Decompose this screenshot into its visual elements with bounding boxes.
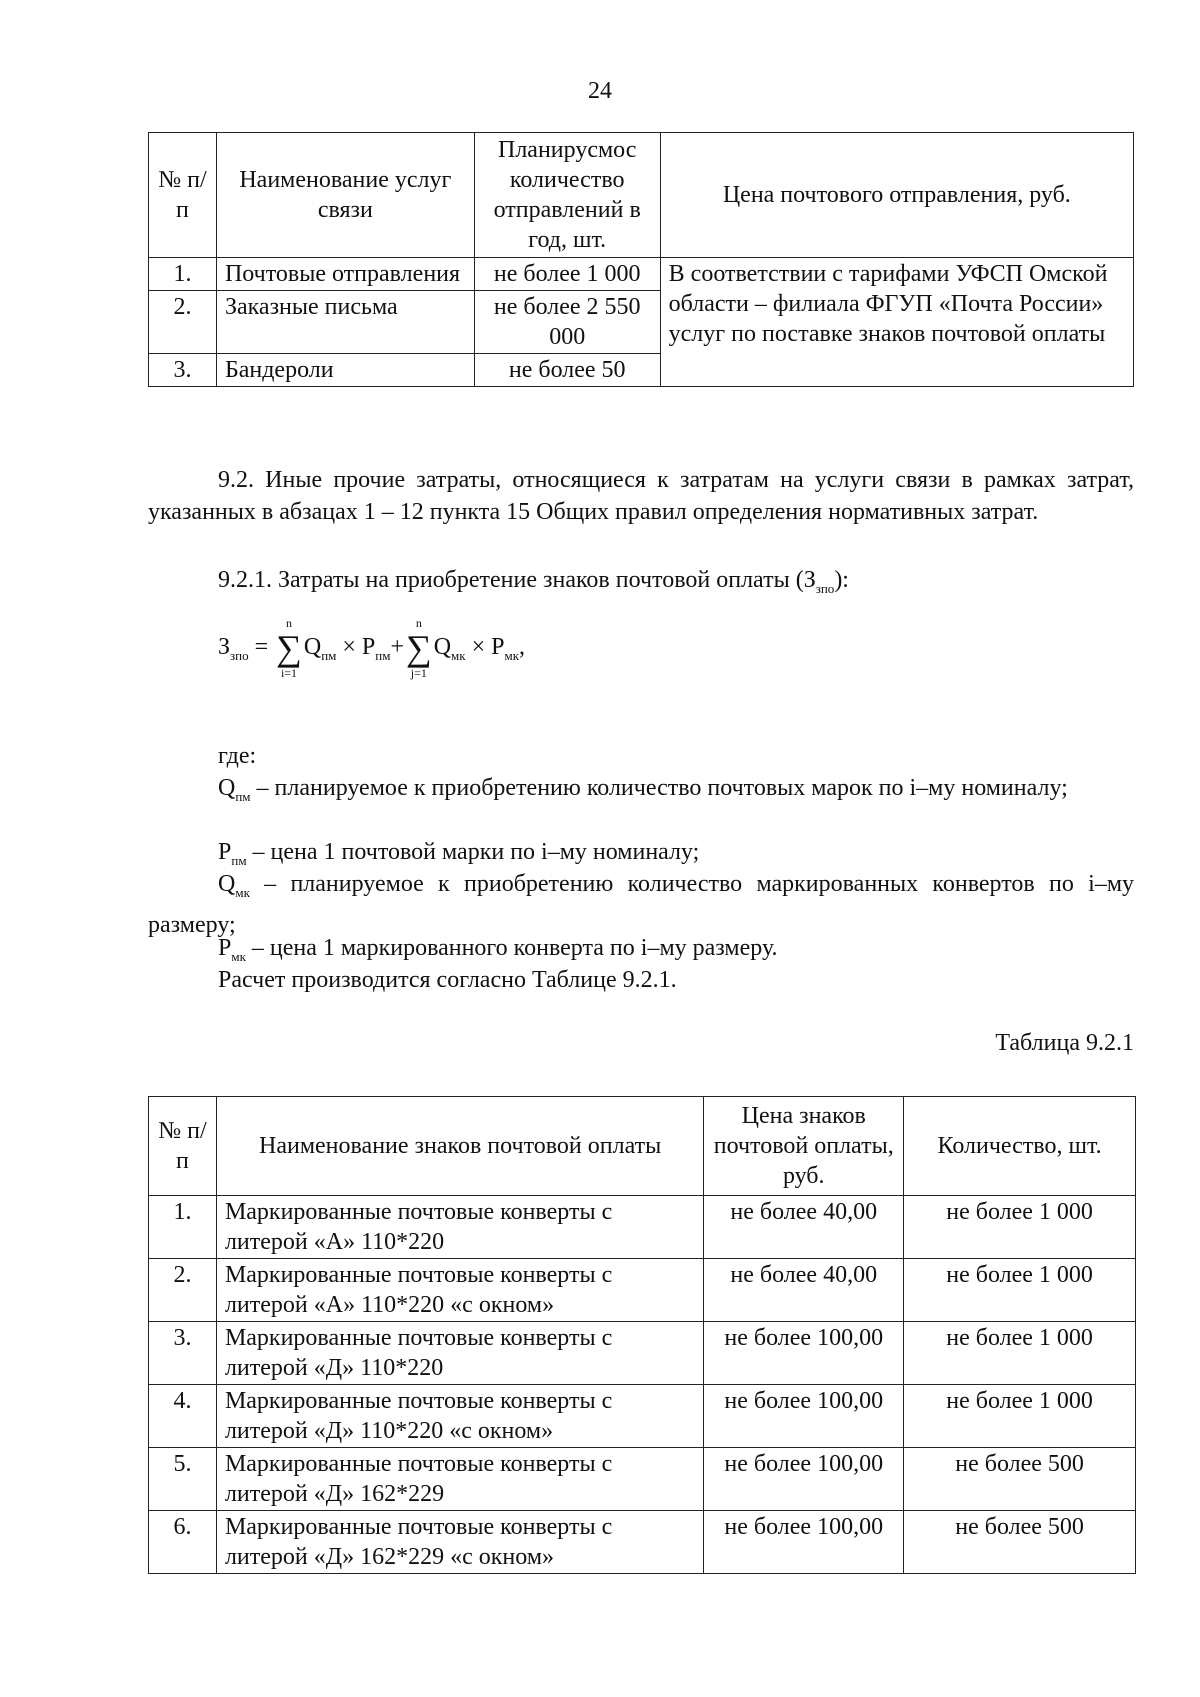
- term-q-mk-sub: мк: [451, 647, 466, 663]
- term-p-mk: P: [491, 634, 505, 660]
- table-row: [149, 1385, 1136, 1448]
- p921-end: ):: [834, 567, 849, 593]
- formula-plus: +: [390, 634, 405, 660]
- row-qty: не более 1 000: [904, 1322, 1136, 1385]
- sum2-bottom: j=1: [410, 666, 427, 680]
- header-num: № п/п: [149, 1097, 217, 1196]
- row-price: не более 100,00: [704, 1385, 904, 1448]
- formula-tail: ,: [519, 634, 526, 660]
- definition-text: – цена 1 почтовой марки по i–му номиналу;: [246, 839, 700, 865]
- row-name: Маркированные почтовые конверты с литерой «Д» 110*220: [216, 1322, 703, 1385]
- symbol: Q: [218, 775, 236, 801]
- calculation-note: Расчет производится согласно Таблице 9.2.1.: [218, 967, 677, 993]
- header-service-name: Наименование услуг связи: [216, 133, 474, 258]
- paragraph-9-2-1: [148, 564, 1134, 605]
- row-name: Бандероли: [216, 354, 474, 387]
- header-price: Цена почтового отправления, руб.: [660, 133, 1133, 258]
- row-num: 5.: [149, 1448, 217, 1511]
- table-row: [149, 1511, 1136, 1574]
- term-p-pm: P: [361, 634, 376, 660]
- header-stamp-qty: Количество, шт.: [904, 1097, 1136, 1196]
- row-name: Почтовые отправления: [216, 258, 474, 291]
- symbol-sub: пм: [231, 852, 247, 868]
- row-num: 2.: [149, 1259, 217, 1322]
- row-num: 3.: [149, 354, 217, 387]
- formula-eq: =: [248, 634, 275, 660]
- row-price: не более 40,00: [704, 1259, 904, 1322]
- symbol-sub: мк: [235, 884, 250, 900]
- page-number: 24: [588, 78, 612, 104]
- p921-sub: зпо: [815, 580, 835, 596]
- services-header-row: [149, 133, 1134, 258]
- row-price: не более 100,00: [704, 1448, 904, 1511]
- definition-q-mk: [148, 868, 1134, 941]
- row-name: Маркированные почтовые конверты с литерой «Д» 110*220 «с окном»: [216, 1385, 703, 1448]
- sum1-bottom: i=1: [280, 666, 298, 680]
- symbol: P: [218, 839, 232, 865]
- cost-formula: [218, 616, 526, 680]
- term-p-pm-sub: пм: [375, 647, 391, 663]
- term-q-pm-sub: пм: [321, 647, 337, 663]
- stamps-table: [148, 1096, 1136, 1574]
- row-name: Маркированные почтовые конверты с литерой «Д» 162*229 «с окном»: [216, 1511, 703, 1574]
- header-stamp-name: Наименование знаков почтовой оплаты: [216, 1097, 703, 1196]
- term-q-mk: Q: [433, 634, 452, 660]
- sum2-top: n: [415, 616, 422, 630]
- sum1-top: n: [286, 616, 292, 630]
- times-2: ×: [465, 634, 492, 660]
- row-name: Заказные письма: [216, 291, 474, 354]
- row-num: 2.: [149, 291, 217, 354]
- definition-text: – планируемое к приобретению количество почтовых марок по i–му номиналу;: [250, 775, 1068, 801]
- term-q-pm: Q: [303, 634, 322, 660]
- sum-symbol-1: ∑ n i=1: [276, 616, 302, 680]
- definition-text: – цена 1 маркированного конверта по i–му размеру.: [245, 935, 778, 961]
- row-qty: не более 500: [904, 1511, 1136, 1574]
- symbol: P: [218, 935, 232, 961]
- row-qty: не более 1 000: [904, 1196, 1136, 1259]
- row-qty: не более 500: [904, 1448, 1136, 1511]
- definition-q-pm: [148, 772, 1134, 813]
- times-1: ×: [336, 634, 362, 660]
- symbol: Q: [218, 871, 236, 897]
- table-row: [149, 1322, 1136, 1385]
- row-num: 3.: [149, 1322, 217, 1385]
- stamps-header-row: [149, 1097, 1136, 1196]
- term-p-mk-sub: мк: [504, 647, 520, 663]
- row-qty: не более 1 000: [904, 1385, 1136, 1448]
- row-qty: не более 1 000: [904, 1259, 1136, 1322]
- row-num: 6.: [149, 1511, 217, 1574]
- p921-text: 9.2.1. Затраты на приобретение знаков почтовой оплаты (З: [218, 567, 816, 593]
- header-stamp-price: Цена знаков почтовой оплаты, руб.: [704, 1097, 904, 1196]
- formula-lhs-sub: зпо: [230, 647, 249, 663]
- table-row: [149, 258, 1134, 291]
- sum-symbol-2: ∑ n j=1: [406, 616, 432, 680]
- row-name: Маркированные почтовые конверты с литерой «Д» 162*229: [216, 1448, 703, 1511]
- row-qty: не более 2 550 000: [474, 291, 660, 354]
- row-num: 1.: [149, 1196, 217, 1259]
- symbol-sub: мк: [231, 948, 246, 964]
- row-price: не более 100,00: [704, 1322, 904, 1385]
- row-name: Маркированные почтовые конверты с литерой «А» 110*220: [216, 1196, 703, 1259]
- where-label: где:: [218, 743, 257, 769]
- price-text: В соответствии с тарифами УФСП Омской области – филиала ФГУП «Почта России» услуг по поставке знаков почтовой оплаты: [660, 258, 1133, 387]
- table-row: [149, 1448, 1136, 1511]
- services-table: [148, 132, 1134, 387]
- row-price: не более 40,00: [704, 1196, 904, 1259]
- definition-text: – планируемое к приобретению количество маркированных конвертов по i–му размеру;: [148, 871, 1134, 938]
- row-price: не более 100,00: [704, 1511, 904, 1574]
- header-planned-qty: Планирусмос количество отправлений в год, шт.: [474, 133, 660, 258]
- symbol-sub: пм: [235, 788, 251, 804]
- table-row: [149, 1259, 1136, 1322]
- row-num: 1.: [149, 258, 217, 291]
- formula-lhs: З: [218, 634, 231, 660]
- paragraph-9-2: 9.2. Иные прочие затраты, относящиеся к затратам на услуги связи в рамках затрат, указанных в абзацах 1 – 12 пункта 15 Общих правил определения нормативных затрат.: [148, 467, 1134, 525]
- table-row: [149, 1196, 1136, 1259]
- header-num: № п/п: [149, 133, 217, 258]
- row-name: Маркированные почтовые конверты с литерой «А» 110*220 «с окном»: [216, 1259, 703, 1322]
- row-num: 4.: [149, 1385, 217, 1448]
- table-caption: Таблица 9.2.1: [995, 1030, 1134, 1056]
- row-qty: не более 1 000: [474, 258, 660, 291]
- row-qty: не более 50: [474, 354, 660, 387]
